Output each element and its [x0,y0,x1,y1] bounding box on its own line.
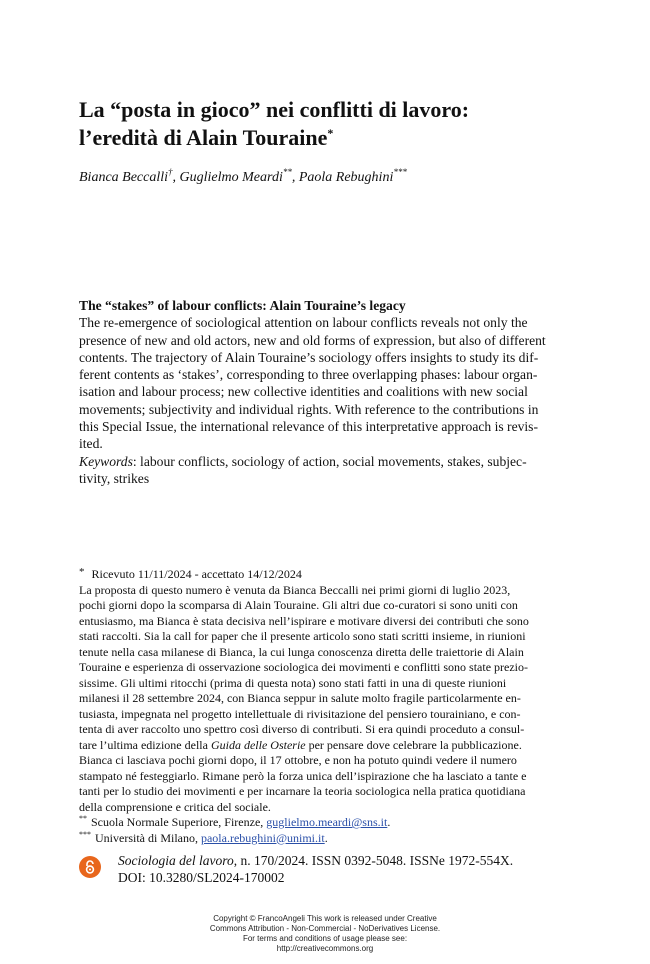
period: . [324,830,328,845]
journal-text [118,852,513,886]
footnote-star-mark: * [79,566,85,578]
open-access-icon [82,859,98,875]
footnote-osterie-line [79,738,574,754]
footnote-line: tenta di aver raccolto uno spettro così diverso di contributi. Si era quindi proceduto a consul- [79,722,525,736]
rebughini-affiliation: Università di Milano, [95,830,201,845]
footnote-line: entusiasmo, ma Bianca è stata decisiva nell’ispirare e motivare diversi dei contributi che sono [79,613,529,628]
copyright-line: Commons Attribution - Non-Commercial - NoDerivatives License. [209,924,441,933]
author-rebughini-mark: *** [393,167,407,177]
abstract-line: movements; subjectivity and individual rights. With reference to the contributions in [79,401,539,417]
title-line-1: La “posta in gioco” nei conflitti di lavoro: [79,97,470,122]
abstract-line: presence of new and old actors, new and old forms of expression, but also of different [79,332,546,348]
footnote-line: stati raccolti. Sia la call for paper che il presente articolo sono stati scritti insieme, in riunioni [79,629,526,643]
author-meardi: Guglielmo Meardi [179,170,283,185]
author-beccalli: Bianca Beccalli [79,170,169,185]
footnote-line: pochi giorni dopo la scomparsa di Alain Touraine. Gli altri due co-curatori si sono uniti con [79,598,518,612]
footnote-line: stampato né festeggiarlo. Rimane però la forza unica dell’ispirazione che ha lasciato a tante e [79,768,527,783]
journal-issue: , n. 170/2024. ISSN 0392-5048. ISSNe 1972-554X. [233,853,514,868]
footnote-meardi [79,815,574,831]
title-line-2 [79,124,579,152]
abstract-line: isation and labour process; new collective identities and coalitions with new social [79,384,528,400]
footnote-line: tanti per lo studio dei movimenti e per incarnare la teoria sociologica nella pratica quotidiana [79,784,526,798]
osterie-title: Guida delle Osterie [210,737,306,752]
osterie-pre: tare l’ultima edizione della [79,737,211,752]
osterie-post: per pensare dove celebrare la pubblicazione. [305,737,522,752]
journal-citation [79,852,574,892]
abstract-line: contents. The trajectory of Alain Touraine’s sociology offers insights to study its dif- [79,349,539,365]
meardi-affiliation: Scuola Normale Superiore, Firenze, [91,815,267,829]
copyright-line: Copyright © FrancoAngeli This work is released under Creative [213,914,437,923]
abstract-line: ferent contents as ‘stakes’, corresponding to three overlapping phases: labour organ- [79,367,538,383]
article-title [79,96,579,152]
abstract-line: this Special Issue, the international relevance of this interpretative approach is revis- [79,419,539,435]
francoangeli-logo-icon [79,856,101,878]
english-abstract [79,297,574,487]
footnote-line: tenute nella casa milanese di Bianca, la cui lunga conoscenza diretta delle traiettorie di Alain [79,644,524,659]
rebughini-email-link[interactable]: paola.rebughini@unimi.it [200,830,325,845]
author-rebughini: Paola Rebughini [298,170,394,185]
journal-line-1 [118,852,513,869]
author-separator: , [172,170,180,185]
abstract-line: The re-emergence of sociological attention on labour conflicts reveals not only the [79,315,528,331]
title-line-2-text: l’eredità di Alain Touraine [79,125,328,150]
keywords-line-1 [79,453,574,470]
footnote-rebughini [79,831,574,847]
period: . [387,815,391,829]
footnote-line: Touraine e esperienza di osservazione sociologica dei movimenti e conflitti sono state prezio- [79,660,529,674]
rebughini-mark: *** [79,829,91,839]
journal-name: Sociologia del lavoro [118,853,234,868]
abstract-heading: The “stakes” of labour conflicts: Alain Touraine’s legacy [79,298,406,313]
creativecommons-link[interactable]: http://creativecommons.org [276,944,374,953]
journal-doi: DOI: 10.3280/SL2024-170002 [118,870,285,885]
footnote-received [79,567,574,583]
author-beccalli-mark: † [168,167,173,177]
author-separator: , [291,170,299,185]
footnote-line: tusiasta, impegnata nel progetto intellettuale di rivisitazione del pensiero tourainiano, e con- [79,706,521,721]
author-list [79,167,579,186]
footnote-line: Bianca ci lasciava pochi giorni dopo, il 17 ottobre, e non ha potuto quindi vedere il numero [79,753,517,767]
keywords-line-2: tivity, strikes [79,470,150,486]
author-meardi-mark: ** [282,167,292,177]
keywords-label: Keywords [79,453,133,469]
footnote-line: milanesi il 28 settembre 2024, con Bianca seppur in salute molto fragile particolarmente en- [79,691,521,705]
copyright-line: For terms and conditions of usage please see: [242,934,408,943]
footnote-line: sissime. Gli ultimi ritocchi (prima di questa nota) sono stati fatti in una di queste riunioni [79,675,507,690]
meardi-mark: ** [79,814,87,823]
meardi-email-link[interactable]: guglielmo.meardi@sns.it [266,815,388,829]
footnote-line: della comprensione e critica del sociale. [79,799,271,814]
abstract-line: ited. [79,436,103,452]
title-note-mark: * [327,126,334,140]
keywords-text: : labour conflicts, sociology of action, social movements, stakes, subjec- [132,453,527,469]
copyright-notice [0,914,650,954]
footnotes [79,567,574,846]
abstract-body [79,314,574,487]
received-date-text: Ricevuto 11/11/2024 - accettato 14/12/2024 [91,567,302,581]
footnote-line: La proposta di questo numero è venuta da Bianca Beccalli nei primi giorni di luglio 2023, [79,582,511,597]
